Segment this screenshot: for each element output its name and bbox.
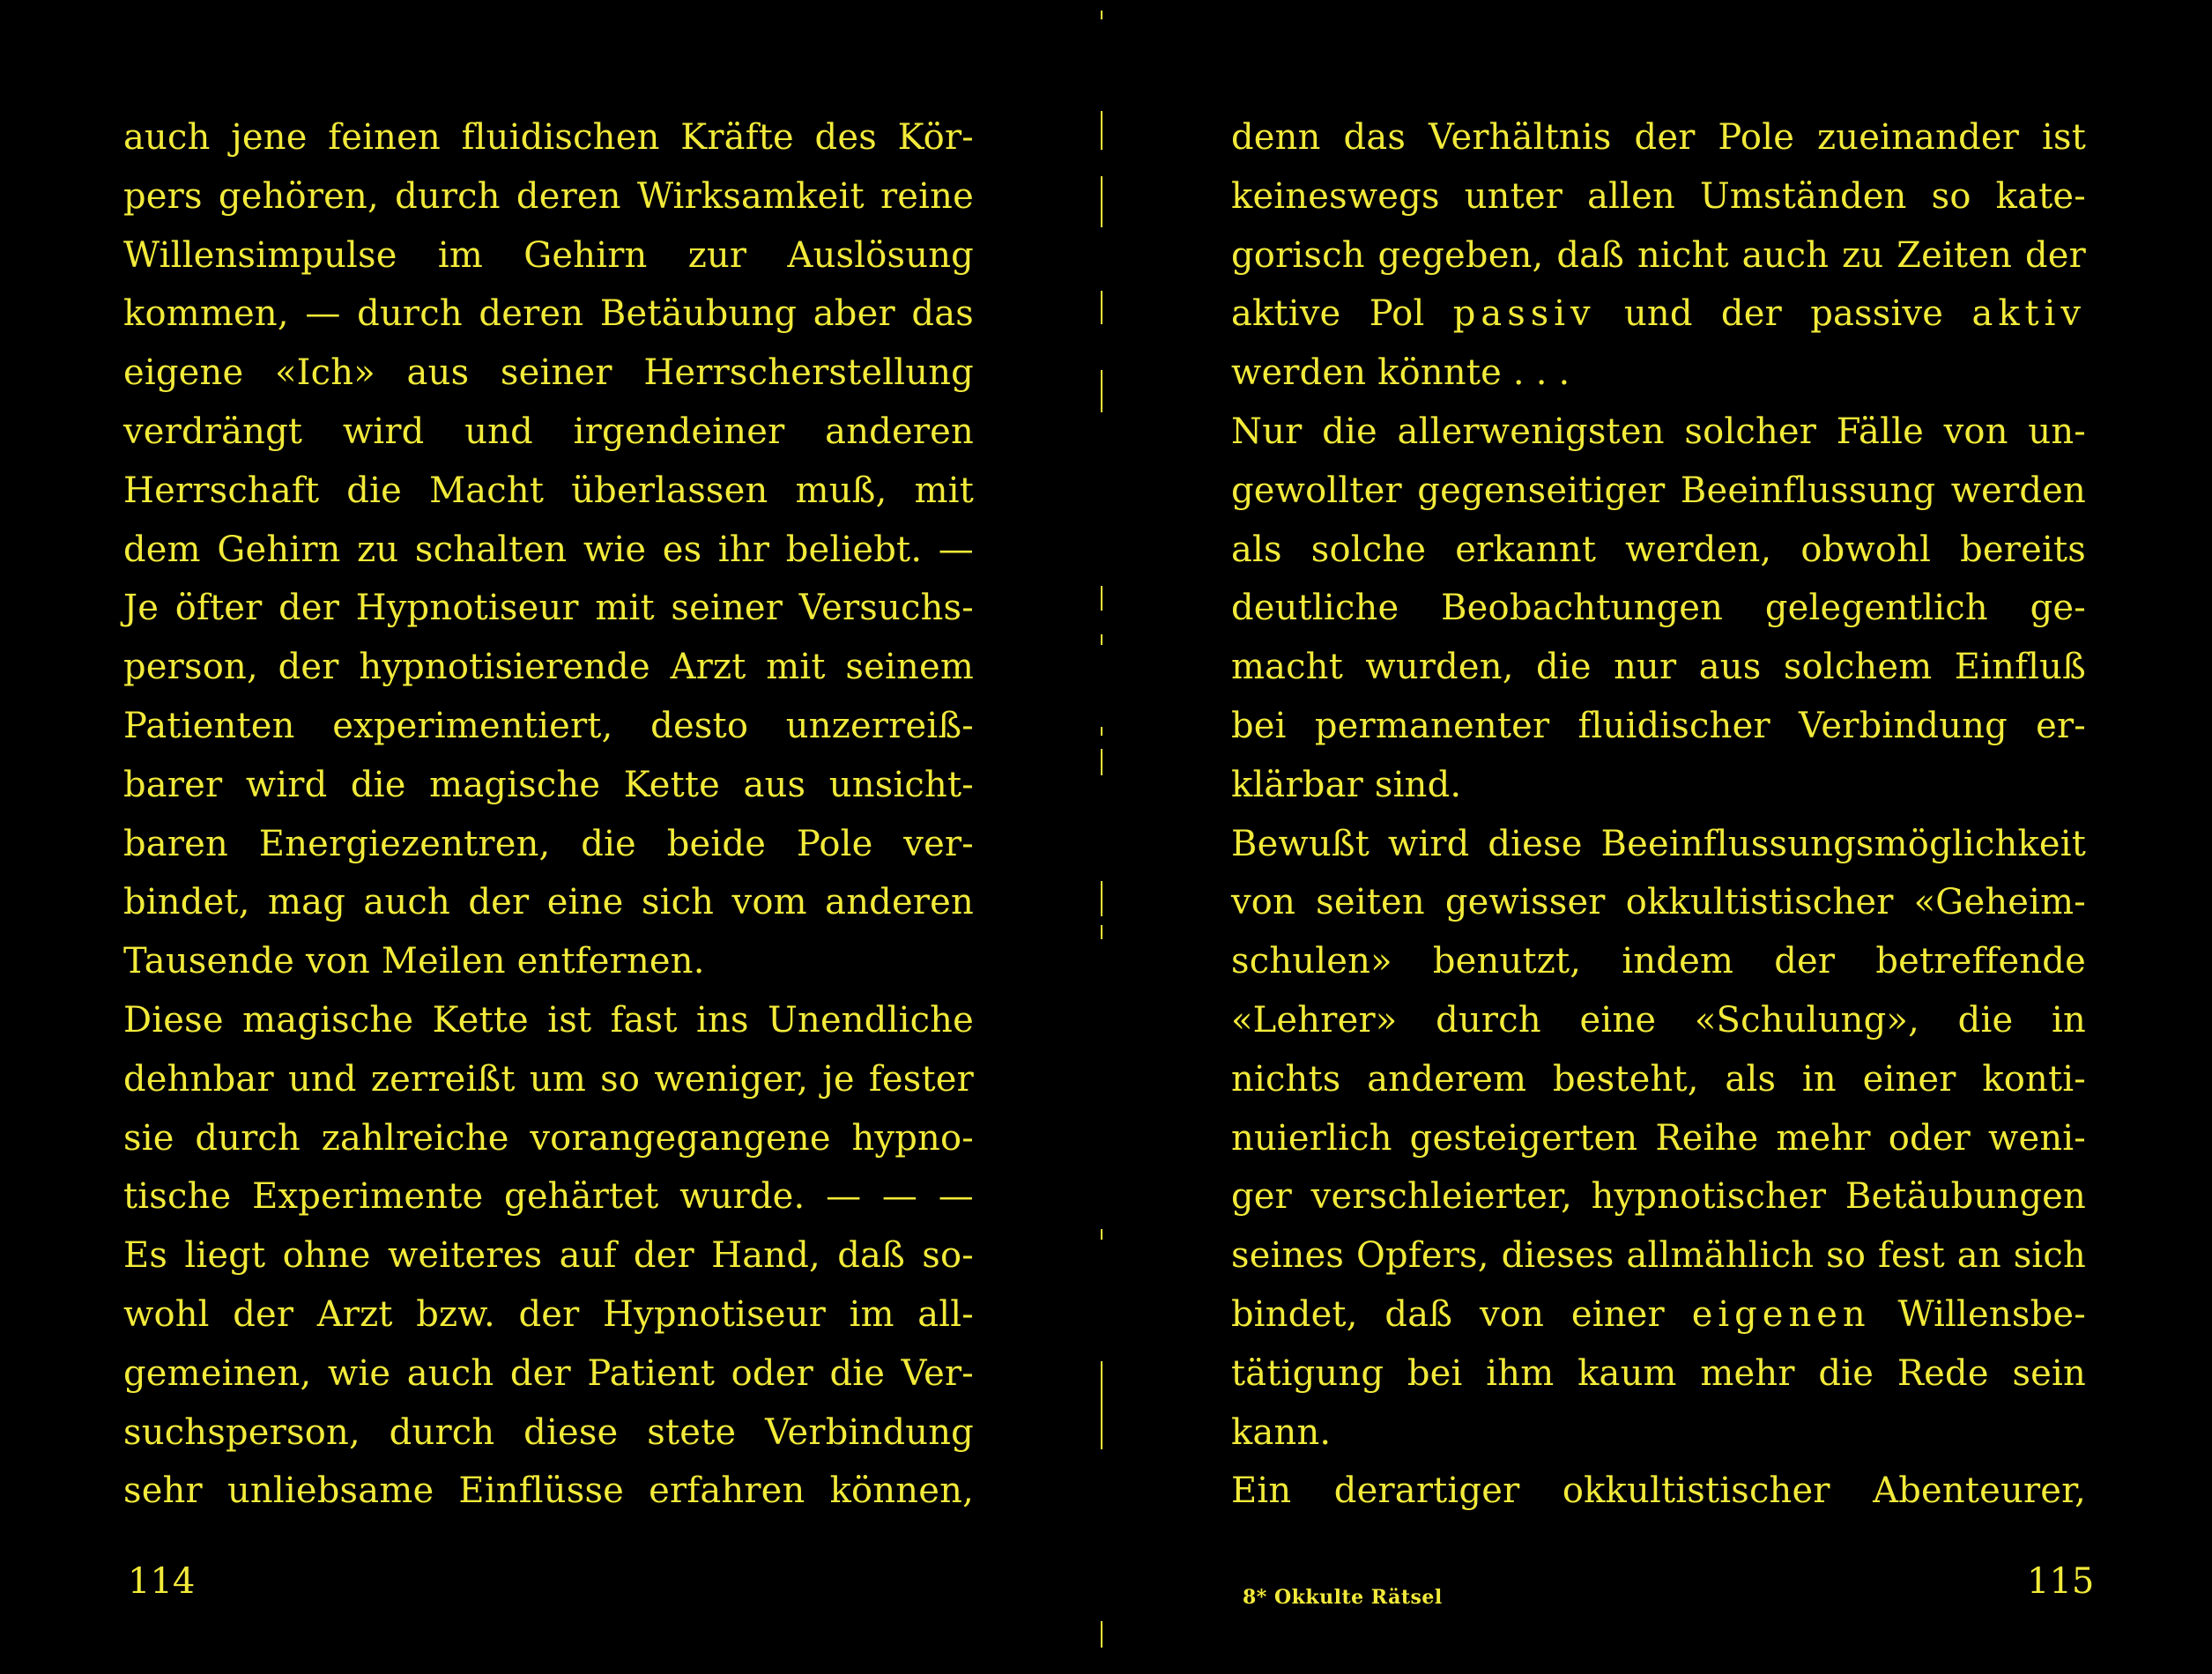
text-line: dem Gehirn zu schalten wie es ihr beliebt. — [123,529,974,570]
text-line: deutliche Beobachtungen gelegentlich ge- [1231,588,2086,629]
gutter-mark [1101,370,1102,412]
text-line: gemeinen, wie auch der Patient oder die Ver- [123,1352,974,1394]
text-line: gorisch gegeben, daß nicht auch zu Zeiten der [1231,234,2086,276]
text-line: klärbar sind. [1231,764,1462,805]
emphasis-eigenen: eigenen [1691,1293,1871,1335]
text-line: Diese magische Kette ist fast ins Unendliche [123,999,974,1041]
text-line: bindet, mag auch der eine sich vom anderen [123,882,974,923]
text-segment: bindet, daß von einer [1231,1293,1665,1335]
text-line: macht wurden, die nur aus solchem Einfluß [1231,647,2086,688]
text-line: dehnbar und zerreißt um so weniger, je fester [123,1058,974,1100]
text-line: suchsperson, durch diese stete Verbindung [123,1411,974,1453]
text-line: Ein derartiger okkultistischer Abenteurer, [1231,1470,2086,1512]
text-line: bei permanenter fluidischer Verbindung er- [1231,705,2086,746]
text-line: Herrschaft die Macht überlassen muß, mit [123,470,974,511]
book-gutter [1095,0,1109,1674]
text-line-with-emphasis [1231,285,2086,344]
left-page-text [123,108,974,1521]
page-number-left: 114 [128,1561,196,1602]
text-line: eigene «Ich» aus seiner Herrscherstellung [123,352,974,394]
left-page [0,0,1093,1674]
text-line: sie durch zahlreiche vorangegangene hypno- [123,1117,974,1159]
printer-signature: 8* Okkulte Rätsel [1243,1586,1443,1609]
text-line: tische Experimente gehärtet wurde. — — — [123,1176,974,1218]
text-segment: und der passive [1623,293,1944,335]
text-line: denn das Verhältnis der Pole zueinander ist [1231,117,2086,158]
text-line: «Lehrer» durch eine «Schulung», die in [1231,999,2086,1041]
text-line: als solche erkannt werden, obwohl bereits [1231,529,2086,570]
text-line: keineswegs unter allen Umständen so kate- [1231,175,2086,217]
gutter-mark [1101,1229,1102,1240]
text-segment: Willensbe- [1897,1293,2086,1335]
gutter-mark [1101,925,1102,939]
page-number-right: 115 [2027,1561,2095,1602]
text-line: Tausende von Meilen entfernen. [123,941,705,982]
gutter-mark [1101,176,1102,227]
gutter-mark [1101,111,1102,150]
text-line: Bewußt wird diese Beeinflussungsmöglichkeit [1231,823,2086,864]
text-segment: aktive Pol [1231,293,1425,335]
text-line: Nur die allerwenigsten solcher Fälle von un- [1231,411,2086,452]
text-line: nuierlich gesteigerten Reihe mehr oder weni- [1231,1117,2086,1159]
right-page-text [1231,108,2086,1521]
gutter-mark [1101,727,1102,736]
gutter-mark [1101,1361,1102,1449]
gutter-mark [1101,11,1102,19]
text-line: auch jene feinen fluidischen Kräfte des Kör- [123,117,974,158]
text-line: Es liegt ohne weiteres auf der Hand, daß so- [123,1235,974,1277]
text-line: Patienten experimentiert, desto unzerreiß- [123,705,974,746]
text-line: person, der hypnotisierende Arzt mit seinem [123,647,974,688]
right-page [1110,0,2212,1674]
text-line: Willensimpulse im Gehirn zur Auslösung [123,234,974,276]
text-line: barer wird die magische Kette aus unsicht- [123,764,974,805]
text-line: nichts anderem besteht, als in einer konti- [1231,1058,2086,1100]
emphasis-aktiv: aktiv [1971,293,2087,335]
text-line: gewollter gegenseitiger Beeinflussung werden [1231,470,2086,511]
text-line: seines Opfers, dieses allmählich so fest an sich [1231,1235,2086,1277]
gutter-mark [1101,291,1102,324]
text-line: Je öfter der Hypnotiseur mit seiner Versuchs- [123,588,974,629]
gutter-mark [1101,881,1102,916]
text-line: schulen» benutzt, indem der betreffende [1231,941,2086,982]
text-line: ger verschleierter, hypnotischer Betäubungen [1231,1176,2086,1218]
emphasis-passiv: passiv [1452,293,1596,335]
text-line: werden könnte . . . [1231,352,1570,394]
gutter-mark [1101,749,1102,775]
gutter-mark [1101,586,1102,611]
text-line: verdrängt wird und irgendeiner anderen [123,411,974,452]
text-line: wohl der Arzt bzw. der Hypnotiseur im all- [123,1293,974,1335]
gutter-mark [1101,1621,1102,1648]
text-line: kann. [1231,1411,1332,1453]
text-line-with-emphasis [1231,1285,2086,1344]
text-line: von seiten gewisser okkultistischer «Geheim- [1231,882,2086,923]
text-line: kommen, — durch deren Betäubung aber das [123,293,974,335]
text-line: pers gehören, durch deren Wirksamkeit reine [123,175,974,217]
text-line: sehr unliebsame Einflüsse erfahren können, [123,1470,974,1512]
text-line: tätigung bei ihm kaum mehr die Rede sein [1231,1352,2086,1394]
text-line: baren Energiezentren, die beide Pole ver- [123,823,974,864]
gutter-mark [1101,634,1102,645]
